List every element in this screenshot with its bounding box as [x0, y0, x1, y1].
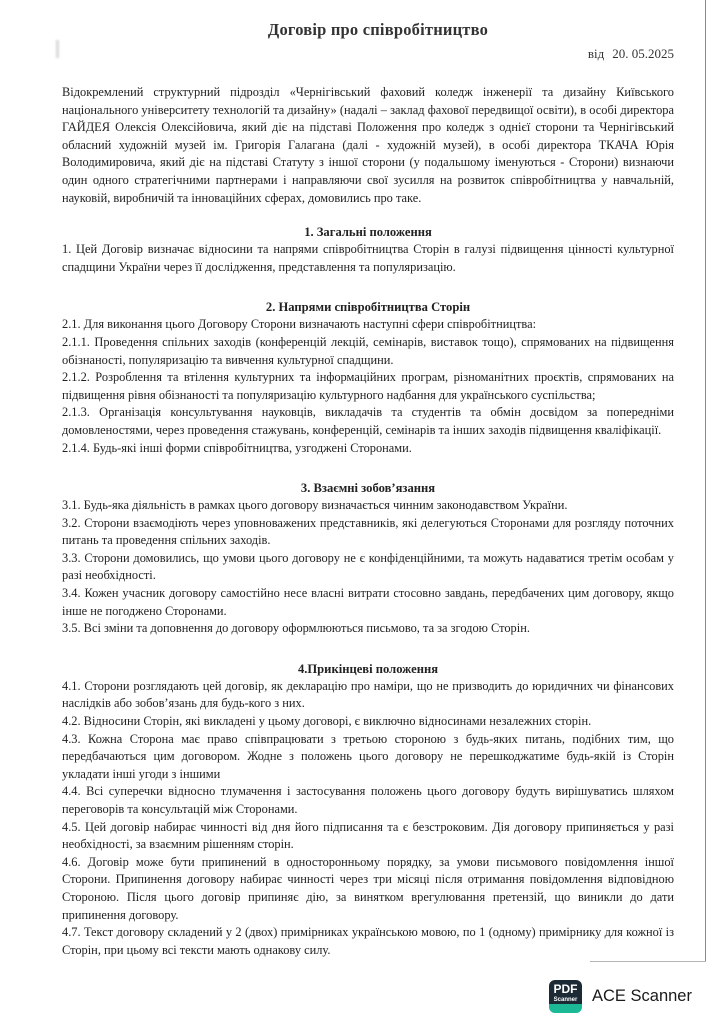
- scanner-watermark: [549, 980, 692, 1013]
- icon-text-scanner: Scanner: [553, 997, 578, 1003]
- icon-text-pdf: PDF: [553, 982, 578, 996]
- intro-paragraph: Відокремлений структурний підрозділ «Чернігівський фаховий коледж інженерії та дизайну Київського національного університету технологій та дизайну» (надалі – заклад фахової передвищої освіти), в особі директора ГАЙДЕЯ Олексія Олексійовича, який діє на підставі Положення про коледж з однієї сторони та Чернігівський обласний художній музей ім. Григорія Галагана (далі - художній музей), в особі директора ТКАЧА Юрія Володимировича, який діє на підставі Статуту з іншої сторони (у подальшому іменуються - Сторони) визнаючи один одного стратегічними партнерами і направляючи свої зусилля на розвиток співробітництва у навчальній, науковій, виробничій та інноваційних сферах, домовились про таке.: [62, 85, 674, 205]
- section-heading: 1. Загальні положення: [304, 225, 432, 240]
- section-4: [62, 660, 674, 960]
- clause: 3.3. Сторони домовились, що умови цього договору не є конфіденційними, та можуть надаватися третім особам у разі необхідності.: [62, 550, 674, 583]
- clause: 2.1. Для виконання цього Договору Сторони визначають наступні сфери співробітництва:: [62, 317, 537, 332]
- section-3: [62, 479, 674, 638]
- clause: 1. Цей Договір визначає відносини та напрями співробітництва Сторін в галузі підвищення цінності культурної спадщини України через її дослідження, представлення та популяризацію.: [62, 242, 674, 274]
- clause: 4.3. Кожна Сторона має право співпрацювати з третьою стороною з будь-яких питань, подібних тим, що передбачаються цим договором. Жодне з положень цього договору не перешкоджатиме будь-якій із Сторін укладати інші угоди з іншими: [62, 731, 674, 781]
- clause: 2.1.1. Проведення спільних заходів (конференцій лекцій, семінарів, виставок тощо), спрямованих на підвищення обізнаності, популяризацію та вивчення культурної спадщини.: [62, 334, 674, 367]
- clause: 3.1. Будь-яка діяльність в рамках цього договору визначається чинним законодавством України.: [62, 498, 568, 513]
- document-date: [62, 46, 674, 62]
- clause: 2.1.4. Будь-які інші форми співробітництва, узгоджені Сторонами.: [62, 440, 412, 455]
- date-value: 20. 05.2025: [612, 46, 674, 61]
- clause: 4.7. Текст договору складений у 2 (двох) примірниках українською мовою, по 1 (одному) примірнику для кожної із Сторін, при цьому всі тексти мають однакову силу.: [62, 925, 674, 957]
- clause: 4.1. Сторони розглядають цей договір, як декларацію про наміри, що не призводить до юридичних чи фінансових наслідків або зобов’язань для будь-кого з них.: [62, 678, 674, 711]
- page-edge-right: [705, 0, 706, 962]
- clause: 2.1.2. Розроблення та втілення культурних та інформаційних програм, різноманітних проєктів, спрямованих на підвищення рівня обізнаності та популяризацію культурного надбання для українського суспільства;: [62, 370, 674, 402]
- section-heading: 4.Прикінцеві положення: [297, 661, 439, 676]
- scanned-document: [62, 20, 674, 959]
- app-name: ACE Scanner: [592, 987, 692, 1005]
- section-heading: 2. Напрями співробітництва Сторін: [265, 300, 471, 315]
- clause: 4.6. Договір може бути припинений в односторонньому порядку, за умови письмового повідомлення іншої Сторони. Припинення договору набирає чинності через три місяці після отримання повідомлення відповідною Стороною. Після цього договір припиняє дію, за винятком врегулювання претензій, що виникли до дати припинення договору.: [62, 854, 674, 922]
- section-heading: 3. Взаємні зобов’язання: [300, 481, 436, 496]
- section-2: [62, 298, 674, 457]
- pdf-scanner-app-icon: [549, 980, 582, 1013]
- date-prefix: від: [587, 46, 605, 61]
- clause: 4.4. Всі суперечки відносно тлумачення і застосування положень цього договору будуть вирішуватись шляхом переговорів та консультацій між Сторонами.: [62, 784, 674, 816]
- clause: 3.5. Всі зміни та доповнення до договору оформлюються письмово, та за згодою Сторін.: [62, 621, 530, 636]
- page-edge-bottom: [590, 961, 706, 962]
- section-1: [62, 223, 674, 276]
- scan-smudge: [56, 40, 59, 58]
- clause: 3.2. Сторони взаємодіють через уповноважених представників, які делегуються Сторонами для розгляду поточних питань та проведення спільних заходів.: [62, 515, 674, 548]
- clause: 4.5. Цей договір набирає чинності від дня його підписання та є безстроковим. Дія договору припиняється у разі необхідності, за взаємним рішенням сторін.: [62, 819, 674, 852]
- clause: 3.4. Кожен учасник договору самостійно несе власні витрати стосовно завдань, передбачених цим договору, якщо інше не погоджено Сторонами.: [62, 586, 674, 618]
- clause: 2.1.3. Організація консультування науковців, викладачів та студентів та обмін досвідом за попередніми домовленостями, через проведення стажувань, конференцій, семінарів та інших заходів підвищення кваліфікації.: [62, 405, 674, 437]
- clause: 4.2. Відносини Сторін, які викладені у цьому договорі, є виключно відносинами незалежних сторін.: [62, 714, 592, 729]
- document-title: Договір про співробітництво: [267, 20, 489, 39]
